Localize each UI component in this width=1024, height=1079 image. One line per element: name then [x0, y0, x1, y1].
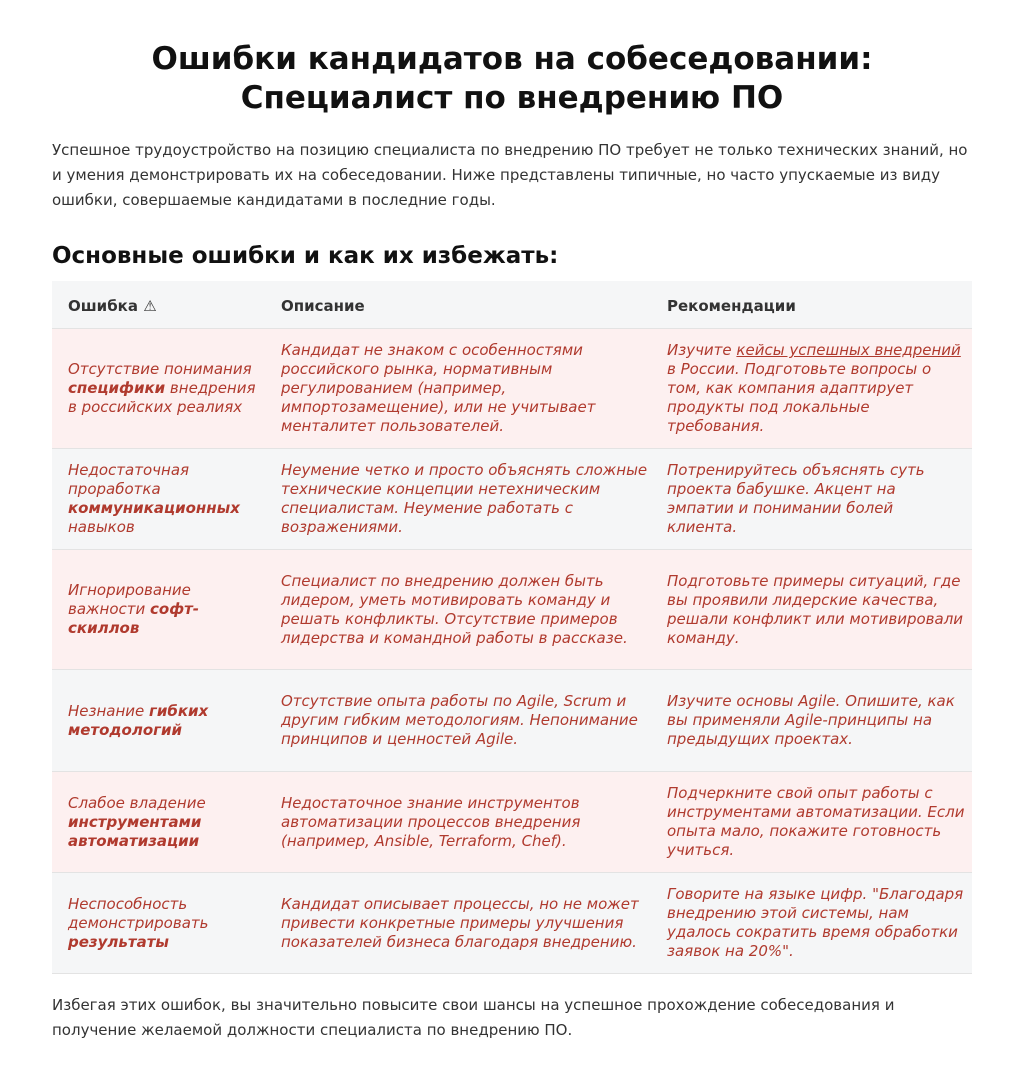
description-cell	[281, 329, 651, 448]
error-text: Слабое владение	[68, 793, 206, 812]
error-text-tail: навыков	[68, 518, 135, 536]
recommendation-cell	[667, 873, 967, 973]
recommendation-cell	[667, 449, 967, 549]
section-title: Основные ошибки и как их избежать:	[52, 243, 559, 269]
table-row	[52, 449, 972, 550]
error-text-tail: внедрения в российских реалиях	[68, 379, 256, 416]
description-cell	[281, 873, 651, 973]
description-cell	[281, 772, 651, 872]
cases-link[interactable]: кейсы успешных внедрений	[736, 341, 961, 359]
description-text: Кандидат не знаком с особенностями российского рынка, нормативным регулированием (например, импортозамещение), или не учитывает менталитет пользователей.	[281, 341, 596, 435]
error-text: Недостаточная проработка	[68, 461, 190, 498]
recommendation-cell	[667, 670, 967, 771]
table-row	[52, 670, 972, 772]
recommendation-text: Подчеркните свой опыт работы с инструментами автоматизации. Если опыта мало, покажите готовность учиться.	[667, 784, 965, 859]
description-cell	[281, 449, 651, 549]
page-title	[52, 40, 972, 118]
recommendation-text: Потренируйтесь объяснять суть проекта бабушке. Акцент на эмпатии и понимании болей клиента.	[667, 461, 925, 536]
table-row	[52, 772, 972, 873]
table-row	[52, 550, 972, 670]
description-cell	[281, 670, 651, 771]
recommendation-text: Подготовьте примеры ситуаций, где вы проявили лидерские качества, решали конфликт или мотивировали команду.	[667, 571, 964, 647]
title-line-1: Ошибки кандидатов на собеседовании:	[151, 41, 873, 77]
header-error: Ошибка ⚠	[68, 297, 157, 315]
description-text: Кандидат описывает процессы, но не может привести конкретные примеры улучшения показателей бизнеса благодаря внедрению.	[281, 894, 639, 951]
recommendation-cell	[667, 772, 967, 872]
description-text: Отсутствие опыта работы по Agile, Scrum и другим гибким методологиям. Непонимание принципов и ценностей Agile.	[281, 692, 638, 748]
header-recommendations: Рекомендации	[667, 297, 796, 315]
description-text: Недостаточное знание инструментов автоматизации процессов внедрения (например, Ansible, Terraform, Chef).	[281, 793, 581, 850]
error-text: Незнание	[68, 701, 150, 720]
recommendation-text-tail: в России. Подготовьте вопросы о том, как компания адаптирует продукты под локальные требования.	[667, 360, 932, 435]
error-emphasis: специфики	[68, 379, 166, 397]
error-emphasis: гибких методологий	[68, 701, 209, 739]
error-cell	[68, 449, 260, 549]
error-emphasis: коммуникационных	[68, 499, 240, 517]
description-text: Специалист по внедрению должен быть лидером, уметь мотивировать команду и решать конфликты. Отсутствие примеров лидерства и командной работы в рассказе.	[281, 571, 628, 647]
description-text: Неумение четко и просто объяснять сложные технические концепции нетехническим специалистам. Неумение работать с возражениями.	[281, 461, 648, 536]
error-cell	[68, 873, 260, 973]
intro-paragraph: Успешное трудоустройство на позицию специалиста по внедрению ПО требует не только технических знаний, но и умения демонстрировать их на собеседовании. Ниже представлены типичные, но часто упускаемые из виду ошибки, совершаемые кандидатами в последние годы.	[52, 141, 968, 209]
recommendation-text: Изучите основы Agile. Опишите, как вы применяли Agile-принципы на предыдущих проектах.	[667, 692, 955, 748]
error-text: Отсутствие понимания	[68, 360, 252, 378]
recommendation-cell	[667, 550, 967, 669]
header-description: Описание	[281, 297, 365, 315]
recommendation-cell	[667, 329, 967, 448]
error-text: Неспособность демонстрировать	[68, 894, 209, 932]
error-emphasis: софт-скиллов	[68, 600, 200, 637]
error-cell	[68, 550, 260, 669]
error-emphasis: инструментами автоматизации	[68, 812, 202, 850]
recommendation-text: Изучите	[667, 341, 737, 359]
recommendation-text: Говорите на языке цифр. "Благодаря внедрению этой системы, нам удалось сократить время обработки заявок на 20%".	[667, 885, 964, 960]
table-header	[52, 281, 972, 329]
error-cell	[68, 772, 260, 872]
outro-paragraph: Избегая этих ошибок, вы значительно повысите свои шансы на успешное прохождение собеседования и получение желаемой должности специалиста по внедрению ПО.	[52, 996, 895, 1039]
description-cell	[281, 550, 651, 669]
error-cell	[68, 670, 260, 771]
title-line-2: Специалист по внедрению ПО	[240, 80, 784, 116]
table-row	[52, 329, 972, 449]
error-cell	[68, 329, 260, 448]
table-row	[52, 873, 972, 974]
error-text: Игнорирование важности	[68, 581, 191, 618]
error-emphasis: результаты	[68, 932, 169, 951]
errors-table	[52, 281, 972, 974]
